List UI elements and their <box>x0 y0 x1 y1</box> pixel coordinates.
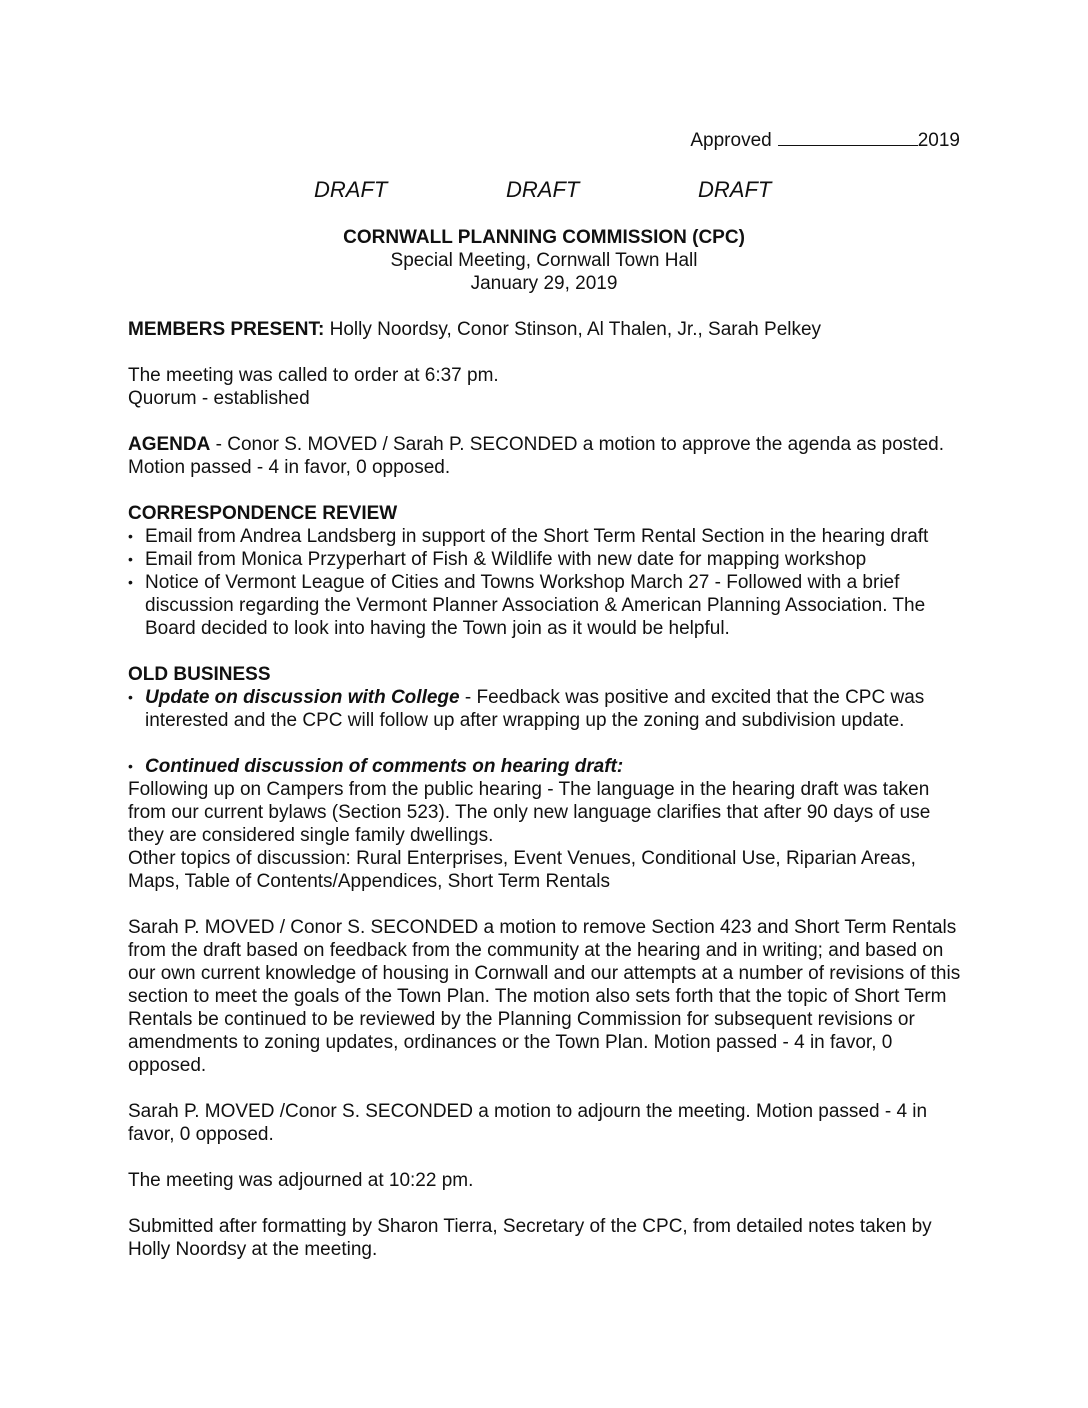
list-item: • Notice of Vermont League of Cities and Towns Workshop March 27 - Followed with a brief discussion regarding the Vermont Planner Association & American Planning Association. The Board decided to look into having the Town join as it would be helpful. <box>128 571 968 640</box>
adjourned-time: The meeting was adjourned at 10:22 pm. <box>128 1170 474 1191</box>
college-update-text: - Feedback was positive and excited that the CPC was interested and the CPC will follow up after wrapping up the zoning and subdivision update. <box>145 687 925 731</box>
hearing-draft-list <box>128 755 968 778</box>
quorum-status: Quorum - established <box>128 388 310 409</box>
members-label: MEMBERS PRESENT: <box>128 319 325 340</box>
draft-mark: DRAFT <box>314 177 388 202</box>
other-topics-paragraph: Other topics of discussion: Rural Enterprises, Event Venues, Conditional Use, Riparian Areas, Maps, Table of Contents/Appendices, Short Term Rentals <box>128 848 916 892</box>
agenda-text: - Conor S. MOVED / Sarah P. SECONDED a motion to approve the agenda as posted. Motion passed - 4 in favor, 0 opposed. <box>128 434 944 478</box>
list-item: • Email from Andrea Landsberg in support of the Short Term Rental Section in the hearing draft <box>128 525 968 548</box>
call-to-order: The meeting was called to order at 6:37 pm. <box>128 365 499 386</box>
agenda-label: AGENDA <box>128 434 211 455</box>
list-item <box>128 686 968 732</box>
approval-date-blank <box>778 129 918 146</box>
old-business-list <box>128 686 968 732</box>
document-title-block <box>0 226 1088 295</box>
approval-line <box>690 129 960 152</box>
submitted-by: Submitted after formatting by Sharon Tierra, Secretary of the CPC, from detailed notes taken by Holly Noordsy at the meeting. <box>128 1216 932 1260</box>
organization-title: CORNWALL PLANNING COMMISSION (CPC) <box>343 227 745 248</box>
correspondence-heading: CORRESPONDENCE REVIEW <box>128 503 398 524</box>
str-motion-paragraph: Sarah P. MOVED / Conor S. SECONDED a motion to remove Section 423 and Short Term Rentals from the draft based on feedback from the community at the hearing and in writing; and based on our own current knowledge of housing in Cornwall and our attempts at a number of revisions of this section to meet the goals of the Town Plan. The motion also sets forth that the topic of Short Term Rentals be continued to be reviewed by the Planning Commission for subsequent revisions or amendments to zoning updates, ordinances or the Town Plan. Motion passed - 4 in favor, 0 opposed. <box>128 917 961 1076</box>
minutes-body <box>128 318 968 1261</box>
draft-watermark-row <box>0 176 1088 204</box>
list-item: • Email from Monica Przyperhart of Fish & Wildlife with new date for mapping workshop <box>128 548 968 571</box>
approved-label: Approved <box>690 130 772 151</box>
meeting-subtitle: Special Meeting, Cornwall Town Hall <box>390 250 698 271</box>
agenda-section <box>128 433 968 479</box>
old-business-heading: OLD BUSINESS <box>128 664 271 685</box>
hearing-draft-title: Continued discussion of comments on hearing draft: <box>145 756 624 777</box>
college-update-title: Update on discussion with College <box>145 687 460 708</box>
list-item <box>128 755 968 778</box>
campers-paragraph: Following up on Campers from the public hearing - The language in the hearing draft was taken from our current bylaws (Section 523). The only new language clarifies that after 90 days of use they are considered single family dwellings. <box>128 779 931 846</box>
approved-year: 2019 <box>917 130 960 151</box>
adjourn-motion-paragraph: Sarah P. MOVED /Conor S. SECONDED a motion to adjourn the meeting. Motion passed - 4 in favor, 0 opposed. <box>128 1101 928 1145</box>
meeting-date: January 29, 2019 <box>470 273 618 294</box>
members-names: Holly Noordsy, Conor Stinson, Al Thalen, Jr., Sarah Pelkey <box>324 319 822 340</box>
draft-mark: DRAFT <box>698 177 772 202</box>
correspondence-list <box>128 525 968 640</box>
draft-mark: DRAFT <box>506 177 580 202</box>
members-present <box>128 318 968 341</box>
